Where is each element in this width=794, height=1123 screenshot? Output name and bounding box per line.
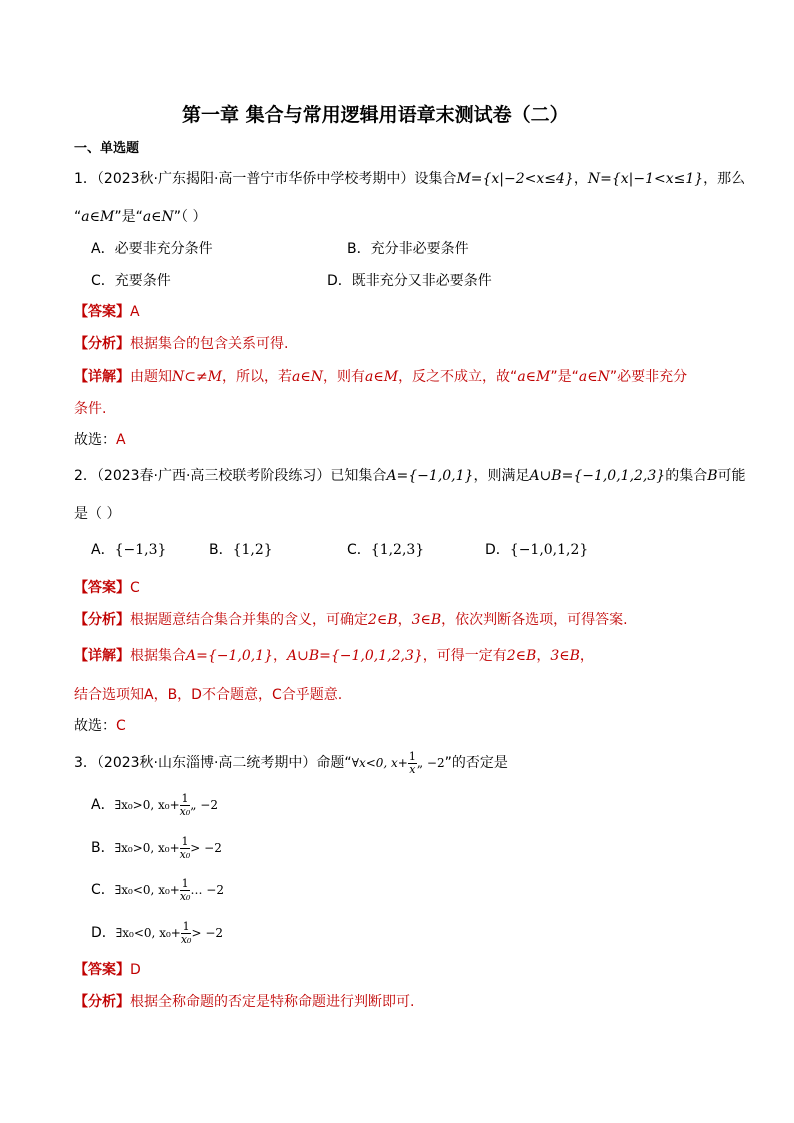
q2-stem-text: 的集合 xyxy=(665,468,708,484)
q1-option-d: D．既非充分又非必要条件 xyxy=(327,273,492,289)
q1-detail-line2: 条件. xyxy=(74,401,107,417)
q2-option-a-value: {−1,3} xyxy=(114,542,167,558)
detail-tag: 【详解】 xyxy=(74,648,130,664)
q2-detail-text: ， xyxy=(273,648,288,664)
q2-option-b-label: B． xyxy=(209,542,233,558)
answer-tag: 【答案】 xyxy=(74,962,130,978)
q1-option-b: B．充分非必要条件 xyxy=(347,241,469,257)
q2-answer-line xyxy=(74,579,140,597)
q1-option-a: A．必要非充分条件 xyxy=(91,241,213,257)
q1-detail-line1 xyxy=(74,368,687,386)
q2-detail-math3: 2∈B xyxy=(506,648,537,664)
q2-option-c-value: {1,2,3} xyxy=(370,542,425,558)
q3-option-a-fraction xyxy=(180,793,191,818)
q2-analysis-text: ，依次判断各选项，可得答案. xyxy=(441,612,628,628)
q2-option-a xyxy=(91,541,166,559)
q1-sep: ， xyxy=(573,171,588,187)
q2-detail-line2: 结合选项知A，B，D不合题意，C合乎题意. xyxy=(74,687,343,703)
q2-set-a: A={−1,0,1} xyxy=(386,468,474,484)
q2-analysis-line xyxy=(74,611,628,629)
q3-option-b-fraction xyxy=(180,836,191,861)
q2-option-d-value: {−1,0,1,2} xyxy=(509,542,589,558)
q2-option-b-value: {1,2} xyxy=(232,542,273,558)
q2-analysis-math2: 3∈B xyxy=(411,612,442,628)
q3-option-a-label: A． xyxy=(91,797,115,813)
q1-cond2: a∈N xyxy=(142,209,174,225)
q1-detail-math1: N⊂≠M xyxy=(172,369,223,385)
q1-cond1: a∈M xyxy=(81,209,115,225)
choose-label: 故选： xyxy=(74,432,116,448)
q2-analysis-text: ， xyxy=(397,612,412,628)
q3-option-d-expr: ∃x₀<0, x₀+ xyxy=(115,926,181,940)
q1-choose: A xyxy=(116,432,126,448)
q1-stem-line1 xyxy=(74,170,745,188)
detail-tag: 【详解】 xyxy=(74,369,130,385)
q1-detail-text: ，反之不成立，故“ xyxy=(398,369,518,385)
q1-detail-math4: a∈M xyxy=(517,369,551,385)
q1-option-c: C．充要条件 xyxy=(91,273,171,289)
q2-answer: C xyxy=(130,580,140,596)
page-title: 第一章 集合与常用逻辑用语章末测试卷（二） xyxy=(182,104,569,126)
fraction-denominator: x₀ xyxy=(180,932,192,946)
q1-detail-text: 由题知 xyxy=(130,369,172,385)
q3-stem-expr: ∀x<0, x+ xyxy=(351,756,408,770)
q1-detail-math3: a∈M xyxy=(365,369,399,385)
q3-option-d-label: D． xyxy=(91,925,116,941)
q1-analysis-line xyxy=(74,335,288,353)
q2-option-c-label: C． xyxy=(347,542,371,558)
q1-detail-text: ”必要非充分 xyxy=(609,369,688,385)
q1-detail-text: ”是“ xyxy=(550,369,579,385)
q3-option-d-expr: > −2 xyxy=(191,926,224,940)
q2-detail-math2: A∪B={−1,0,1,2,3} xyxy=(287,648,423,664)
q3-option-c xyxy=(91,877,224,903)
q1-choose-line xyxy=(74,431,126,449)
q1-set-m: M={x|−2<x≤4} xyxy=(456,171,574,187)
q3-stem-fraction xyxy=(408,751,417,776)
q3-answer: D xyxy=(130,962,141,978)
q2-set-b: B xyxy=(707,468,718,484)
q3-option-c-expr: … −2 xyxy=(190,883,224,897)
q3-stem-text: ”的否定是 xyxy=(444,755,508,771)
q3-option-d xyxy=(91,920,223,946)
q3-option-a-expr: ∃x₀>0, x₀+ xyxy=(114,798,180,812)
q3-option-c-fraction xyxy=(180,878,191,903)
q1-answer-line xyxy=(74,303,140,321)
q3-option-c-label: C． xyxy=(91,882,115,898)
q2-detail-text: 根据集合 xyxy=(130,648,186,664)
q2-detail-text: ，可得一定有 xyxy=(422,648,507,664)
fraction-denominator: x₀ xyxy=(179,847,191,861)
q1-detail-math5: a∈N xyxy=(578,369,610,385)
q3-option-c-expr: ∃x₀<0, x₀+ xyxy=(114,883,180,897)
q1-detail-text: ，则有 xyxy=(323,369,366,385)
q2-detail-text: ， xyxy=(536,648,551,664)
q1-detail-math2: a∈N xyxy=(292,369,324,385)
q2-option-b xyxy=(209,541,273,559)
q3-option-a-expr: „ −2 xyxy=(190,798,218,812)
q3-stem-expr: „ −2 xyxy=(416,756,445,770)
q2-stem-line1 xyxy=(74,467,746,485)
q3-option-b xyxy=(91,835,222,861)
q3-stem-text: 3．（2023秋·山东淄博·高二统考期中）命题“ xyxy=(74,755,352,771)
fraction-denominator: x xyxy=(409,762,416,776)
q2-detail-text: ， xyxy=(579,648,594,664)
q2-union: A∪B={−1,0,1,2,3} xyxy=(529,468,666,484)
fraction-numerator: 1 xyxy=(181,876,189,890)
q2-detail-math1: A={−1,0,1} xyxy=(186,648,274,664)
q2-detail-line1 xyxy=(74,647,594,665)
q1-answer: A xyxy=(130,304,140,320)
q3-option-b-expr: ∃x₀>0, x₀+ xyxy=(114,841,180,855)
q2-choose-line xyxy=(74,717,126,735)
choose-label: 故选： xyxy=(74,718,116,734)
q1-stem-text: 1．（2023秋·广东揭阳·高一普宁市华侨中学校考期中）设集合 xyxy=(74,171,457,187)
fraction-numerator: 1 xyxy=(408,749,416,763)
q2-option-d xyxy=(485,541,588,559)
fraction-numerator: 1 xyxy=(181,791,189,805)
answer-tag: 【答案】 xyxy=(74,304,130,320)
fraction-numerator: 1 xyxy=(182,919,190,933)
fraction-numerator: 1 xyxy=(181,834,189,848)
q3-option-d-fraction xyxy=(181,921,192,946)
q3-analysis-line xyxy=(74,993,414,1011)
q1-set-n: N={x|−1<x≤1} xyxy=(587,171,704,187)
q2-detail-math4: 3∈B xyxy=(550,648,580,664)
q3-option-a xyxy=(91,792,218,818)
q3-option-b-expr: > −2 xyxy=(190,841,222,855)
analysis-tag: 【分析】 xyxy=(74,612,130,628)
q1-detail-text: ，所以，若 xyxy=(222,369,293,385)
q3-option-b-label: B． xyxy=(91,840,115,856)
q1-stem-end: ，那么 xyxy=(703,171,746,187)
fraction-denominator: x₀ xyxy=(179,804,191,818)
q2-analysis-math1: 2∈B xyxy=(368,612,398,628)
q1-quote: “ xyxy=(74,209,82,225)
fraction-denominator: x₀ xyxy=(179,889,191,903)
q2-stem-text: ，则满足 xyxy=(473,468,530,484)
q2-option-c xyxy=(347,541,424,559)
q1-analysis: 根据集合的包含关系可得. xyxy=(130,336,289,352)
answer-tag: 【答案】 xyxy=(74,580,130,596)
q2-analysis-text: 根据题意结合集合并集的含义，可确定 xyxy=(130,612,368,628)
q2-stem-text: 可能 xyxy=(717,468,746,484)
q3-analysis: 根据全称命题的否定是特称命题进行判断即可. xyxy=(130,994,415,1010)
q1-paren: ”（ ） xyxy=(173,209,207,225)
q2-option-d-label: D． xyxy=(485,542,510,558)
q2-stem-line2: 是（ ） xyxy=(74,506,121,522)
q2-stem-text: 2．（2023春·广西·高三校联考阶段练习）已知集合 xyxy=(74,468,387,484)
q1-quote-mid: ”是“ xyxy=(114,209,143,225)
q2-option-a-label: A． xyxy=(91,542,115,558)
analysis-tag: 【分析】 xyxy=(74,994,130,1010)
section-heading: 一、单选题 xyxy=(74,141,140,156)
analysis-tag: 【分析】 xyxy=(74,336,130,352)
q1-stem-line2 xyxy=(74,208,207,226)
q3-stem xyxy=(74,750,508,776)
q3-answer-line xyxy=(74,961,141,979)
q2-choose: C xyxy=(116,718,126,734)
